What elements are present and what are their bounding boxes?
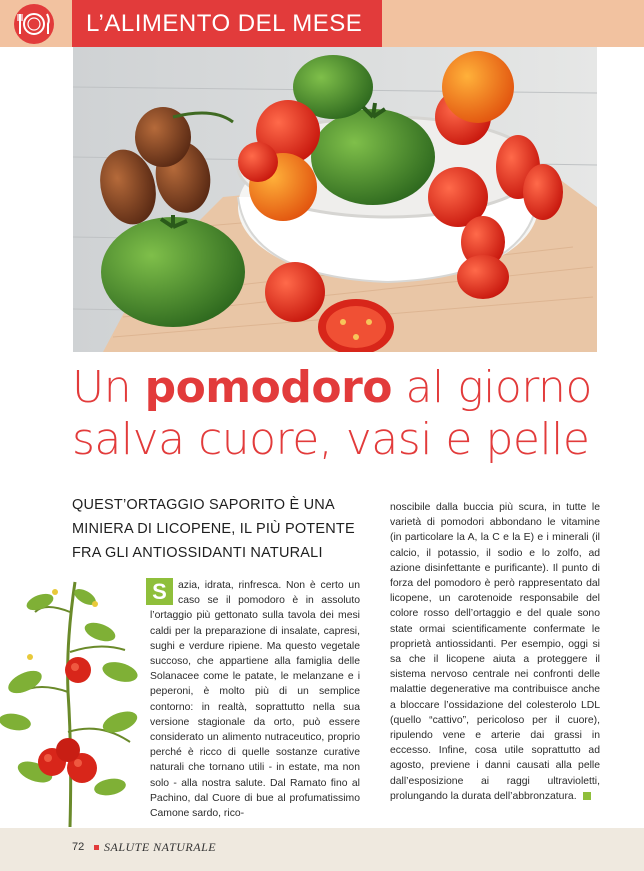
header-band — [0, 0, 644, 47]
plate-cutlery-icon — [14, 4, 54, 44]
article-subtitle: QUEST’ORTAGGIO SAPORITO È UNA MINIERA DI LICOPENE, IL PIÙ POTENTE FRA GLI ANTIOSSIDANTI NATURALI — [72, 497, 355, 561]
drop-cap: S — [146, 578, 173, 605]
article-headline — [72, 362, 632, 466]
section-title: L’ALIMENTO DEL MESE — [72, 0, 382, 47]
headline-post: al giorno — [392, 362, 592, 413]
page-number: 72 — [72, 841, 85, 853]
hero-tomatoes-photo — [73, 47, 597, 352]
tomato-plant-image — [0, 572, 152, 832]
footer-square-icon — [94, 845, 99, 850]
article-column-2 — [390, 500, 600, 804]
article-column-1 — [150, 578, 360, 821]
magazine-name: SALUTE NATURALE — [104, 840, 217, 854]
column-1-text: azia, idrata, rinfresca. Non è certo un caso se il pomodoro è in assoluto l’ortaggio più gettonato sulla tavola dei mesi caldi per la preparazione di insalate, capresi, sughi e verdure ripiene. Ma questo vegetale succoso, che appartiene alla famiglia delle Solanacee come le patate, le melanzane e i peperoni, è molto più di un semplice contorno: in realtà, soprattutto nella sua versione stagionale da orto, può essere considerato un alimento nutraceutico, proprio perché è ricco di quelle sostanze curative naturali che tornano utili - in estate, ma non solo - alla nostra salute. Dal Ramato fino al Pachino, dal Cuore di bue al profumatissimo Camone sardo, rico- — [150, 580, 360, 820]
headline-bold: pomodoro — [144, 362, 393, 413]
headline-pre: Un — [72, 362, 145, 413]
headline-line-2: salva cuore, vasi e pelle — [72, 414, 590, 465]
end-mark-icon — [583, 792, 591, 800]
page-footer — [0, 828, 644, 871]
headline-line-1 — [72, 362, 632, 414]
column-2-text: noscibile dalla buccia più scura, in tutte le varietà di pomodori abbondano le vitamine (in particolare la A, la C e la E) e i minerali (il calcio, il potassio, il sodio e lo zolfo, ad azione disinfettante e purificante). Il punto di forza del pomodoro è però rappresentato dal licopene, un carotenoide responsabile del colore rosso dell’ortaggio e del quale sono state ormai scientificamente confermate le proprietà antiossidanti. Per esempio, oggi si sa che il licopene aiuta a proteggere il sistema nervoso centrale nei confronti delle malattie degenerative ma contribuisce anche a bloccare l’ossidazione del colesterolo LDL (quello “cattivo”, pericoloso per il cuore), ripulendo vene e arterie dai grassi in eccesso. Infine, cosa utile soprattutto ad agosto, previene i danni causati alla pelle dall’esposizione ai raggi ultravioletti, prolungando la durata dell’abbronzatura. — [390, 502, 600, 802]
